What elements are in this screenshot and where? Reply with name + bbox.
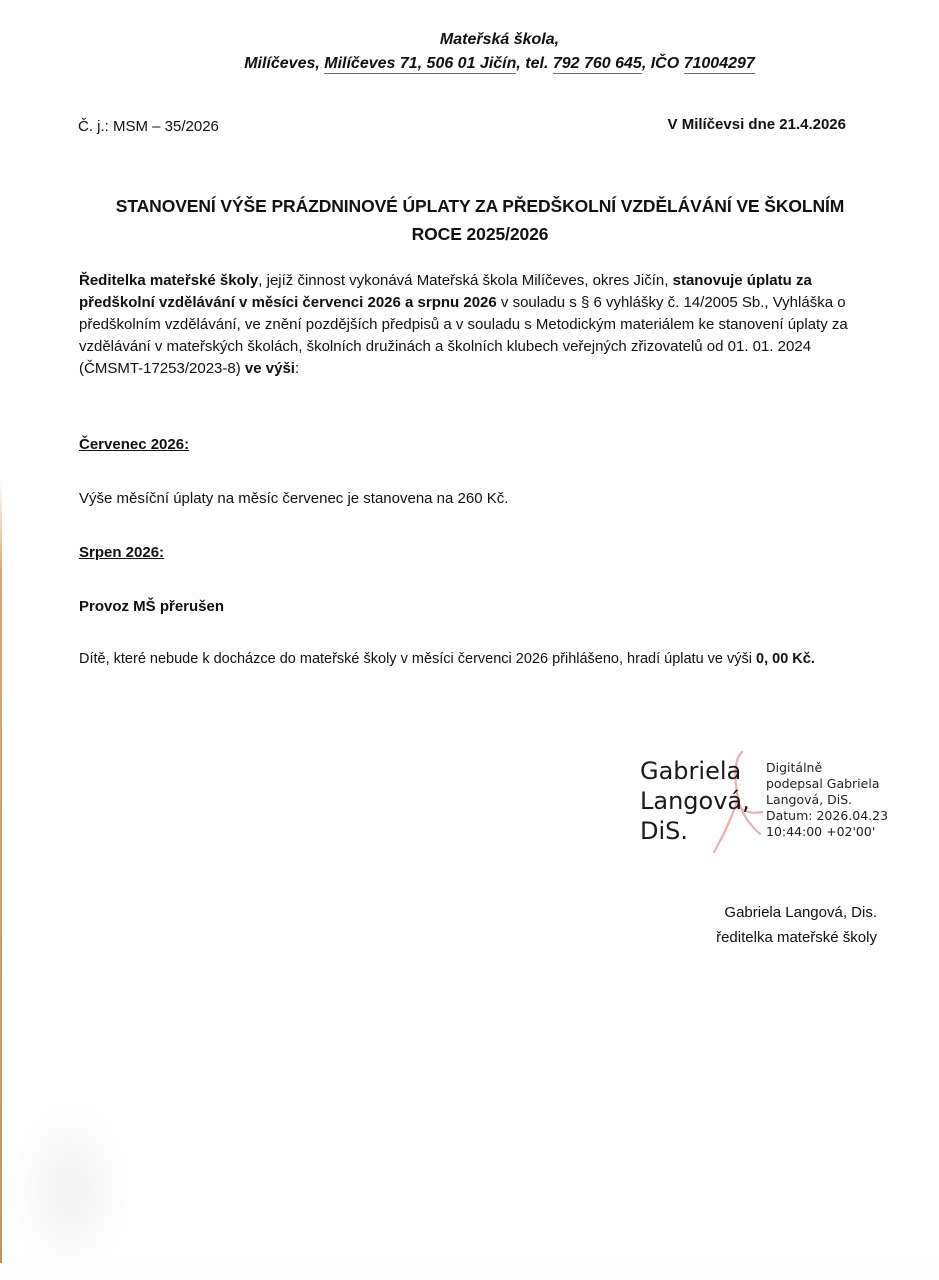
document-title-line-1: STANOVENÍ VÝŠE PRÁZDNINOVÉ ÚPLATY ZA PŘEDŠKOLNÍ VZDĚLÁVÁNÍ VE ŠKOLNÍM [115,196,845,216]
digital-signature [640,756,910,866]
letterhead-phone: 792 760 645 [552,55,642,72]
document-title-line-2: ROCE 2025/2026 [411,224,549,244]
letterhead-address: Milíčeves 71, 506 01 Jičín [324,55,517,72]
letterhead-tel-label: , tel. [516,55,553,72]
july-fee-text: Výše měsíční úplaty na měsíc červenec je stanovena na 260 Kč. [79,490,509,507]
signature-detail-line: 10:44:00 +02'00' [766,824,876,839]
paper-shadow [10,1100,130,1280]
signature-detail-line: Langová, DiS. [766,792,853,807]
letterhead-school-name: Mateřská škola, [439,31,560,48]
note-text: Dítě, které nebude k docházce do mateřské školy v měsíci červenci 2026 přihlášeno, hradí úplatu ve výši [79,651,757,667]
letterhead-ico-label: , IČO [641,55,684,72]
signer-role: ředitelka mateřské školy [716,929,877,946]
page-edge-shadow [0,480,2,1263]
signature-name-line-3: DiS. [640,817,689,845]
letterhead-ico: 71004297 [683,55,755,72]
signer-block [716,900,877,950]
intro-bold-determines: stanovuje úplatu za předškolní vzdělávání v měsíci červenci 2026 a srpnu 2026 [79,272,812,311]
intro-text-1: , jejíž činnost vykonává Mateřská škola Milíčeves, okres Jičín, [258,272,673,289]
august-heading: Srpen 2026: [79,544,165,561]
signature-name-line-1: Gabriela [640,757,742,785]
signature-detail-line: podepsal Gabriela [766,776,880,791]
place-and-date: V Milíčevsi dne 21.4.2026 [667,116,846,133]
july-heading: Červenec 2026: [79,436,190,453]
letterhead [0,28,939,76]
letterhead-address-line [0,52,939,76]
letterhead-village: Milíčeves, [244,55,325,72]
signature-detail-line: Datum: 2026.04.23 [766,808,889,823]
reference-number: Č. j.: MSM – 35/2026 [78,118,219,135]
intro-paragraph [79,270,869,380]
signature-details [766,760,888,840]
intro-text-3: : [294,360,300,377]
signature-name-line-2: Langová, [640,787,750,815]
note-amount: 0, 00 Kč. [756,651,815,667]
intro-bold-director: Ředitelka mateřské školy [79,272,259,289]
note-paragraph [79,646,879,672]
signer-name: Gabriela Langová, Dis. [724,904,877,921]
intro-bold-amount: ve výši [244,360,295,377]
document-title [70,192,890,248]
signature-detail-line: Digitálně [766,760,823,775]
august-status: Provoz MŠ přerušen [79,598,225,615]
signature-name [640,756,750,846]
intro-text-2: v souladu s § 6 vyhlášky č. 14/2005 Sb., Vyhláška o předškolním vzdělávání, ve znění pozdějších předpisů a v souladu s Metodickým materiálem ke stanovení úplaty za vzdělávání v mateřských školách, školních družinách a školních klubech veřejných zřizovatelů od 01. 01. 2024 (ČMSMT-17253/2023-8) [79,294,848,377]
